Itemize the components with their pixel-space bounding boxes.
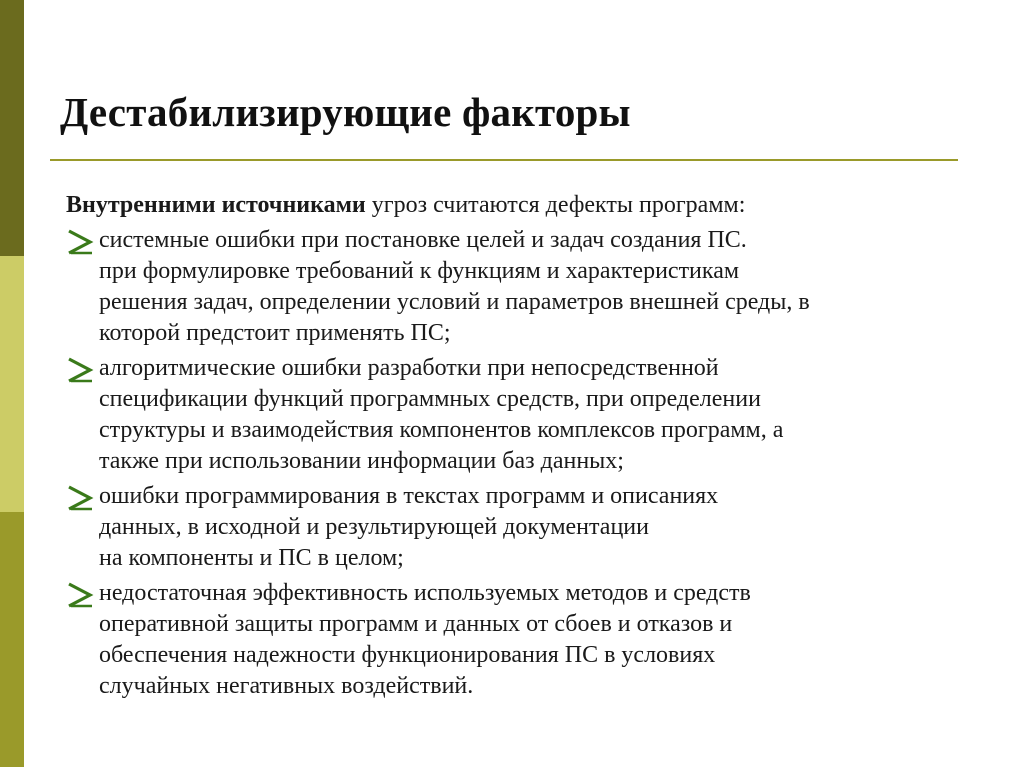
side-bar-top-segment	[0, 0, 24, 256]
bullet-line: на компоненты и ПС в целом;	[99, 545, 404, 571]
green-chevron-arrow-icon	[66, 356, 94, 384]
bullet-line: системные ошибки при постановке целей и задач создания ПС.	[99, 227, 747, 253]
bullet-line: ошибки программирования в текстах программ и описаниях	[99, 483, 719, 509]
green-chevron-arrow-icon	[66, 228, 94, 256]
green-chevron-arrow-icon	[66, 581, 94, 609]
bullet-line: оперативной защиты программ и данных от сбоев и отказов и	[99, 611, 733, 637]
bullet-line: решения задач, определении условий и параметров внешней среды, в	[99, 289, 810, 315]
bullet-line: при формулировке требований к функциям и характеристикам	[99, 258, 740, 284]
slide-content	[66, 190, 966, 706]
bullet-item	[66, 225, 966, 349]
bullet-line: спецификации функций программных средств, при определении	[99, 386, 761, 412]
side-bar-bottom-segment	[0, 512, 24, 767]
bullet-line: которой предстоит применять ПС;	[99, 320, 451, 346]
slide-title: Дестабилизирующие факторы	[60, 89, 631, 135]
bullet-item	[66, 481, 966, 574]
bullet-line: структуры и взаимодействия компонентов комплексов программ, а	[99, 417, 784, 443]
intro-bold-text: Внутренними источниками	[66, 192, 366, 218]
bullet-line: алгоритмические ошибки разработки при непосредственной	[99, 355, 719, 381]
bullet-item	[66, 353, 966, 477]
bullet-list	[66, 225, 966, 702]
bullet-line: обеспечения надежности функционирования ПС в условиях	[99, 642, 716, 668]
intro-paragraph	[66, 190, 966, 221]
bullet-line: недостаточная эффективность используемых методов и средств	[99, 580, 751, 606]
bullet-line: данных, в исходной и результирующей документации	[99, 514, 649, 540]
side-bar-middle-segment	[0, 256, 24, 512]
title-underline	[50, 159, 958, 161]
intro-text: угроз считаются дефекты программ:	[365, 192, 746, 218]
bullet-item	[66, 578, 966, 702]
bullet-line: случайных негативных воздействий.	[99, 673, 474, 699]
bullet-line: также при использовании информации баз данных;	[99, 448, 624, 474]
green-chevron-arrow-icon	[66, 484, 94, 512]
